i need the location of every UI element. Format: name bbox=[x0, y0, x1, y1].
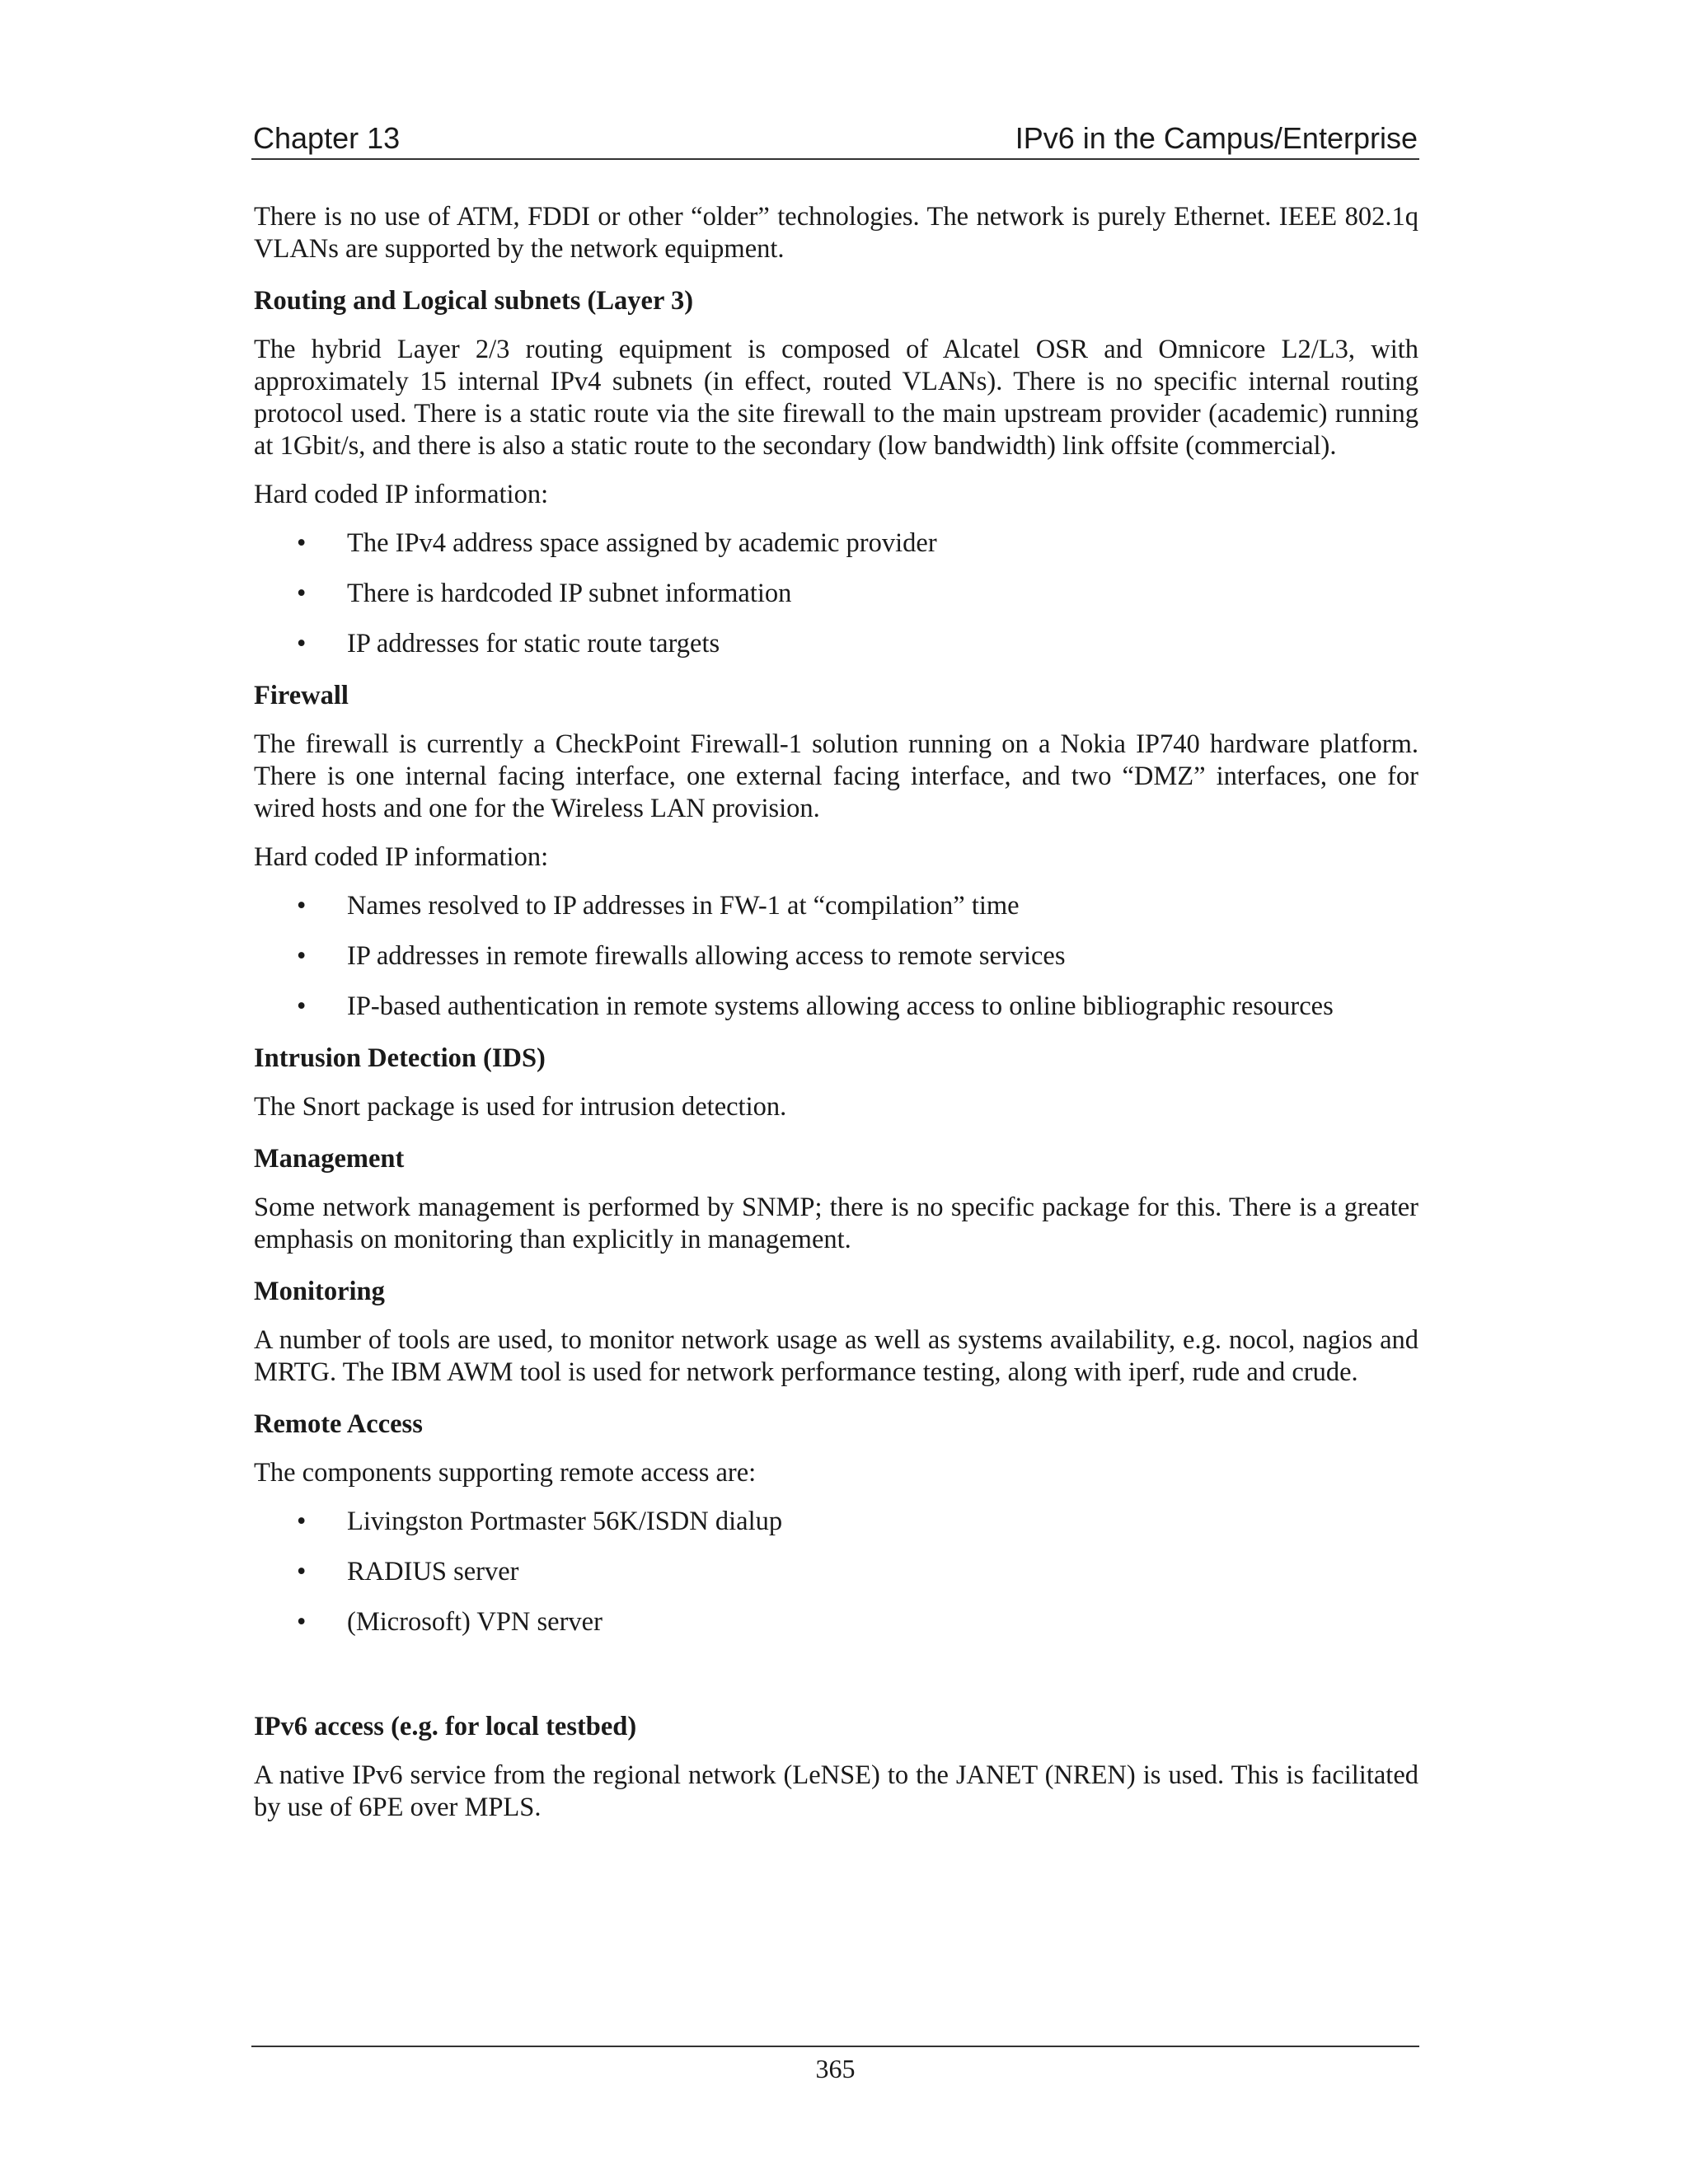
list-item: • IP addresses for static route targets bbox=[297, 629, 720, 658]
page-header bbox=[251, 121, 1419, 160]
management-heading: Management bbox=[254, 1144, 405, 1174]
bullet-icon: • bbox=[297, 891, 307, 921]
bullet-icon: • bbox=[297, 941, 307, 971]
bullet-icon: • bbox=[297, 629, 307, 658]
list-item: • There is hardcoded IP subnet information bbox=[297, 579, 792, 608]
bullet-icon: • bbox=[297, 1607, 307, 1637]
chapter-title: IPv6 in the Campus/Enterprise bbox=[1015, 121, 1418, 155]
remote-access-paragraph: The components supporting remote access are: bbox=[254, 1458, 757, 1488]
bullet-icon: • bbox=[297, 991, 307, 1021]
page-footer bbox=[251, 2046, 1419, 2083]
routing-hardcoded-label: Hard coded IP information: bbox=[254, 480, 549, 509]
intro-paragraph: There is no use of ATM, FDDI or other “older” technologies. The network is purely Ethernet. IEEE 802.1q VLANs are supported by the network equipment. bbox=[254, 202, 1418, 264]
monitoring-heading: Monitoring bbox=[254, 1277, 385, 1306]
list-item: • IP-based authentication in remote systems allowing access to online bibliographic resources bbox=[297, 991, 1334, 1021]
bullet-icon: • bbox=[297, 579, 307, 608]
remote-access-heading: Remote Access bbox=[254, 1409, 423, 1439]
management-paragraph: Some network management is performed by SNMP; there is no specific package for this. There is a greater emphasis on monitoring than explicitly in management. bbox=[254, 1193, 1418, 1254]
routing-bullet-list bbox=[254, 527, 1418, 660]
list-item: • RADIUS server bbox=[297, 1557, 519, 1586]
ipv6-access-paragraph: A native IPv6 service from the regional network (LeNSE) to the JANET (NREN) is used. This is facilitated by use of 6PE over MPLS. bbox=[254, 1760, 1418, 1822]
firewall-hardcoded-label: Hard coded IP information: bbox=[254, 842, 549, 872]
monitoring-paragraph: A number of tools are used, to monitor network usage as well as systems availability, e.g. nocol, nagios and MRTG. The IBM AWM tool is used for network performance testing, along with iperf, rude and crude. bbox=[254, 1325, 1418, 1387]
list-item: • Livingston Portmaster 56K/ISDN dialup bbox=[297, 1507, 783, 1536]
ipv6-access-heading: IPv6 access (e.g. for local testbed) bbox=[254, 1712, 637, 1741]
ids-paragraph: The Snort package is used for intrusion detection. bbox=[254, 1092, 787, 1122]
remote-access-bullet-list bbox=[254, 1506, 1418, 1638]
list-item: • Names resolved to IP addresses in FW-1 at “compilation” time bbox=[297, 891, 1020, 921]
firewall-paragraph: The firewall is currently a CheckPoint Firewall-1 solution running on a Nokia IP740 hardware platform. There is one internal facing interface, one external facing interface, and two “DMZ” interfaces, one for wired hosts and one for the Wireless LAN provision. bbox=[254, 729, 1418, 823]
routing-heading: Routing and Logical subnets (Layer 3) bbox=[254, 286, 694, 316]
routing-paragraph: The hybrid Layer 2/3 routing equipment is composed of Alcatel OSR and Omnicore L2/L3, with approximately 15 internal IPv4 subnets (in effect, routed VLANs). There is no specific internal routing protocol used. There is a static route via the site firewall to the main upstream provider (academic) running at 1Gbit/s, and there is also a static route to the secondary (low bandwidth) link offsite (commercial). bbox=[254, 335, 1418, 461]
bullet-icon: • bbox=[297, 1557, 307, 1586]
page-content bbox=[254, 201, 1418, 1824]
chapter-label: Chapter 13 bbox=[253, 121, 401, 155]
page-number: 365 bbox=[815, 2054, 856, 2083]
bullet-icon: • bbox=[297, 528, 307, 558]
list-item: • IP addresses in remote firewalls allowing access to remote services bbox=[297, 941, 1066, 971]
bullet-icon: • bbox=[297, 1507, 307, 1536]
list-item: • (Microsoft) VPN server bbox=[297, 1607, 603, 1637]
firewall-heading: Firewall bbox=[254, 681, 349, 710]
list-item: • The IPv4 address space assigned by academic provider bbox=[297, 528, 937, 558]
firewall-bullet-list bbox=[254, 890, 1418, 1023]
ids-heading: Intrusion Detection (IDS) bbox=[254, 1043, 546, 1073]
